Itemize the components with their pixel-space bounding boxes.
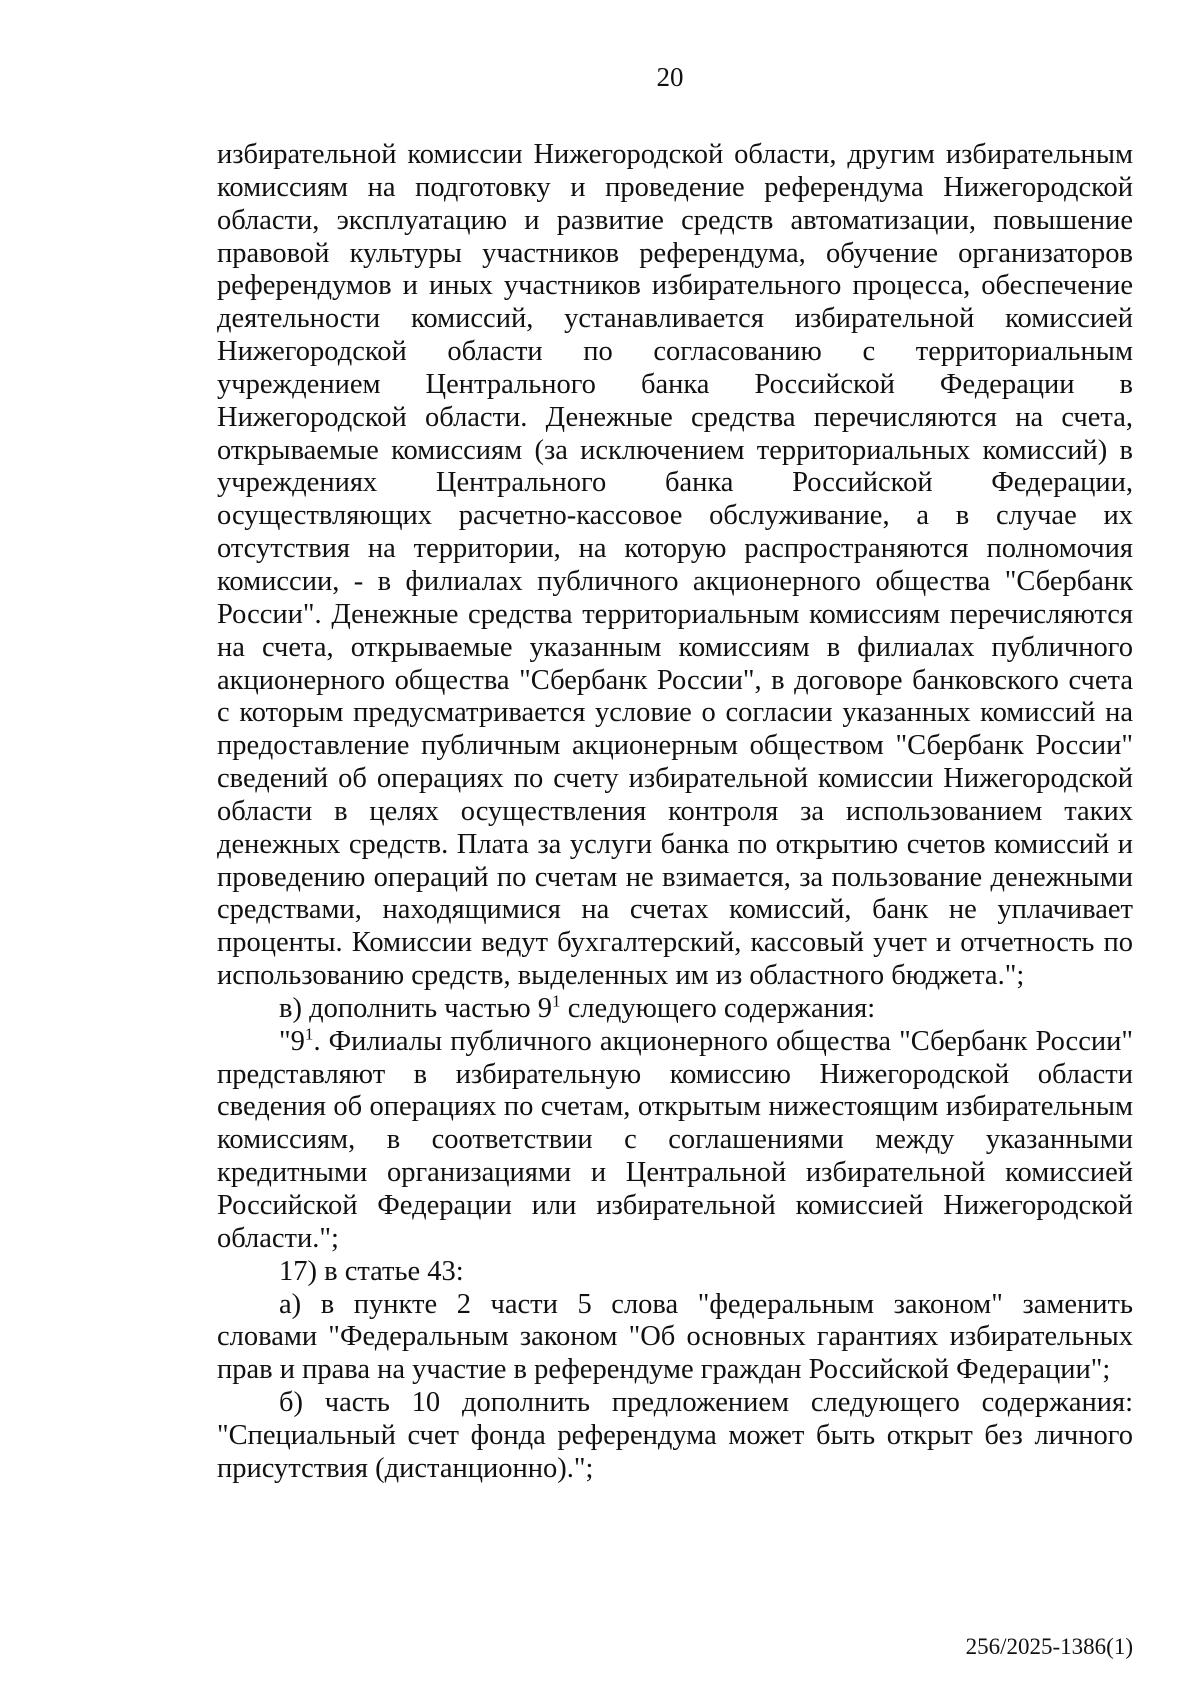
text-line: предоставление публичным акционерным обществом "Сбербанк России" bbox=[217, 730, 1133, 762]
text-line: референдумов и иных участников избирательного процесса, обеспечение bbox=[217, 270, 1133, 302]
text-line: использованию средств, выделенных им из областного бюджета."; bbox=[217, 960, 1025, 992]
superscript: 1 bbox=[552, 991, 561, 1011]
text-line: осуществляющих расчетно-кассовое обслуживание, а в случае их bbox=[217, 500, 1133, 532]
text-line: с которым предусматривается условие о согласии указанных комиссий на bbox=[217, 697, 1133, 729]
text-line: средствами, находящимися на счетах комиссий, банк не уплачивает bbox=[217, 894, 1133, 926]
text-line: учреждением Центрального банка Российской Федерации в bbox=[217, 368, 1133, 400]
text-line: "Специальный счет фонда референдума может быть открыт без личного bbox=[217, 1419, 1133, 1451]
text-line: прав и права на участие в референдуме граждан Российской Федерации"; bbox=[217, 1354, 1111, 1386]
text-line: деятельности комиссий, устанавливается избирательной комиссией bbox=[217, 303, 1133, 335]
text-line: учреждениях Центрального банка Российской Федерации, bbox=[217, 467, 1133, 499]
text-line: России". Денежные средства территориальным комиссиям перечисляются bbox=[217, 598, 1133, 630]
amendment-v-text-end: следующего содержания: bbox=[560, 992, 876, 1024]
text-line: области."; bbox=[217, 1222, 339, 1254]
text-line: правовой культуры участников референдума, обучение организаторов bbox=[217, 237, 1133, 269]
text-line: проведению операций по счетам не взимается, за пользование денежными bbox=[217, 861, 1133, 893]
amendment-item-a: а) в пункте 2 части 5 слова "федеральным законом" заменить bbox=[279, 1288, 1133, 1320]
text-line: Нижегородской области по согласованию с территориальным bbox=[217, 336, 1133, 368]
text-line: Нижегородской области. Денежные средства перечисляются на счета, bbox=[217, 401, 1133, 433]
text-line: сведения об операциях по счетам, открытым нижестоящим избирательным bbox=[217, 1091, 1133, 1123]
text-line: области, эксплуатацию и развитие средств автоматизации, повышение bbox=[217, 204, 1133, 236]
text-line: комиссиям, в соответствии с соглашениями между указанными bbox=[217, 1124, 1133, 1156]
part-91-quote: "9 bbox=[279, 1025, 305, 1057]
text-line: Российской Федерации или избирательной комиссией Нижегородской bbox=[217, 1190, 1133, 1221]
text-line: открываемые комиссиям (за исключением территориальных комиссий) в bbox=[217, 434, 1133, 466]
text-line: акционерного общества "Сбербанк России", в договоре банковского счета bbox=[217, 664, 1133, 696]
page-number: 20 bbox=[656, 62, 684, 92]
document-body bbox=[217, 139, 1133, 1486]
amendment-item-b: б) часть 10 дополнить предложением следующего содержания: bbox=[279, 1387, 1133, 1419]
part-91-text: . Филиалы публичного акционерного общества "Сбербанк России" bbox=[313, 1025, 1133, 1057]
part-91-first-line bbox=[217, 1026, 1133, 1059]
amendment-item-17: 17) в статье 43: bbox=[279, 1255, 464, 1287]
text-line: сведений об операциях по счету избирательной комиссии Нижегородской bbox=[217, 763, 1133, 795]
text-line: словами "Федеральным законом "Об основных гарантиях избирательных bbox=[217, 1321, 1133, 1353]
text-line: области в целях осуществления контроля за использованием таких bbox=[217, 795, 1133, 827]
superscript: 1 bbox=[304, 1024, 314, 1044]
amendment-item-v bbox=[217, 993, 1133, 1026]
text-line: комиссии, - в филиалах публичного акционерного общества "Сбербанк bbox=[217, 565, 1133, 597]
text-line: представляют в избирательную комиссию Нижегородской области bbox=[217, 1058, 1133, 1090]
text-line: отсутствия на территории, на которую распространяются полномочия bbox=[217, 533, 1133, 565]
text-line: избирательной комиссии Нижегородской области, другим избирательным bbox=[217, 139, 1133, 170]
amendment-v-text: в) дополнить частью 9 bbox=[279, 992, 553, 1024]
text-line: денежных средств. Плата за услуги банка по открытию счетов комиссий и bbox=[217, 828, 1133, 860]
text-line: присутствия (дистанционно)."; bbox=[217, 1452, 594, 1484]
text-line: на счета, открываемые указанным комиссиям в филиалах публичного bbox=[217, 631, 1133, 663]
text-line: проценты. Комиссии ведут бухгалтерский, кассовый учет и отчетность по bbox=[217, 927, 1133, 959]
text-line: кредитными организациями и Центральной избирательной комиссией bbox=[217, 1157, 1133, 1189]
text-line: комиссиям на подготовку и проведение референдума Нижегородской bbox=[217, 171, 1133, 203]
document-code: 256/2025-1386(1) bbox=[965, 1634, 1133, 1659]
